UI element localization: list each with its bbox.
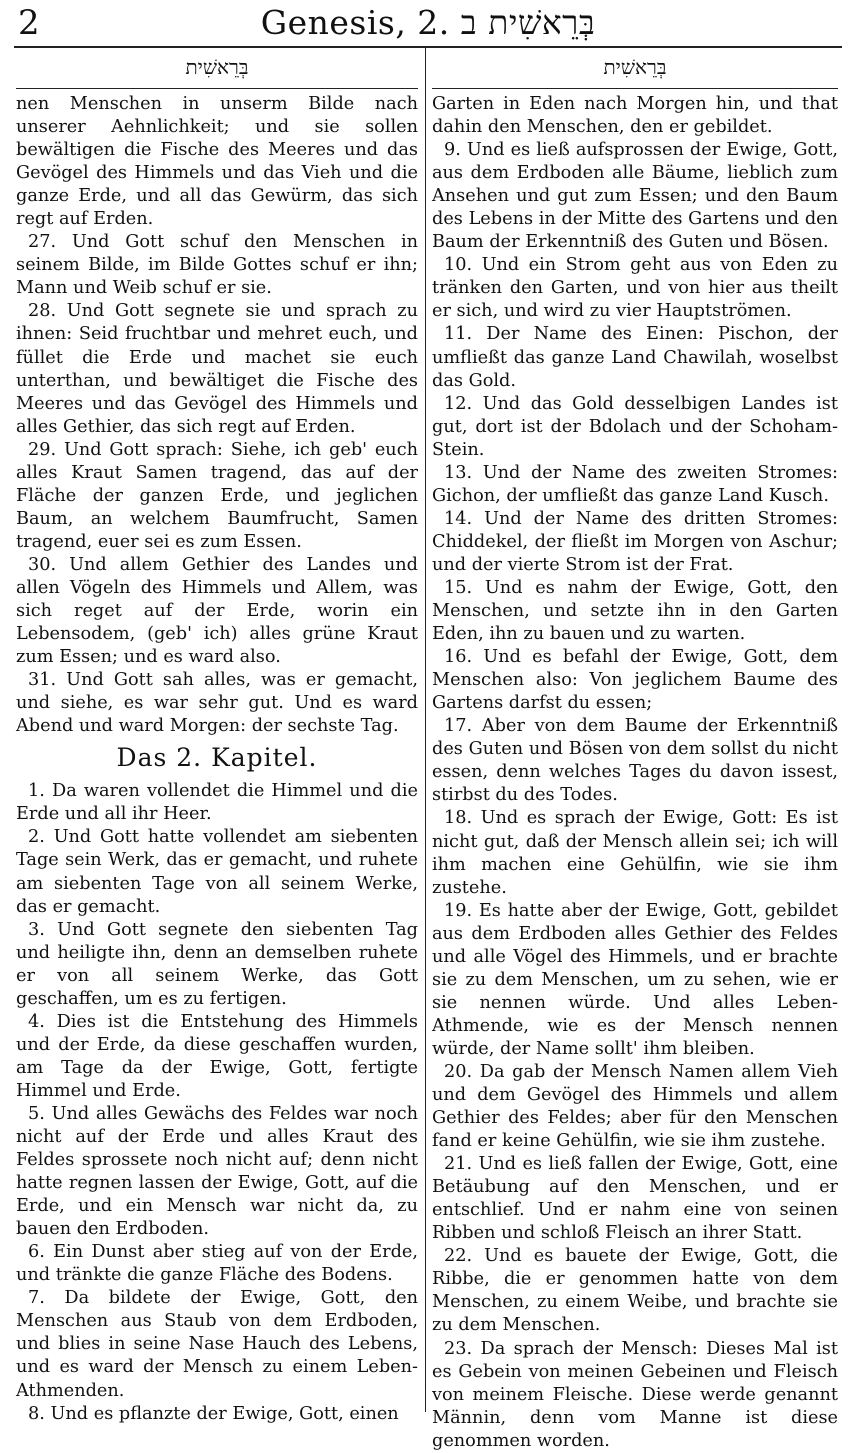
right-column-text — [432, 89, 838, 1453]
page-header — [14, 0, 842, 48]
verse-1-29: 29. Und Gott sprach: Siehe, ich geb' euch alles Kraut Samen tragend, das auf der Fläche der ganzen Erde, und jeglichen Baum, an welchem Baumfrucht, Samen tragend, euer sei es zum Essen. — [16, 439, 418, 552]
verse-2-15: 15. Und es nahm der Ewige, Gott, den Menschen, und setzte ihn in den Garten Eden, ihn zu bauen und zu warten. — [432, 577, 838, 645]
left-column-heading: בְּרֵאשִׁית — [16, 46, 418, 89]
verse-2-9: 9. Und es ließ aufsprossen der Ewige, Gott, aus dem Erdboden alle Bäume, lieblich zum Ansehen und gut zum Essen; und den Baum des Lebens in der Mitte des Gartens und den Baum der Erkenntniß des Guten und Bösen. — [432, 140, 838, 253]
verse-2-3: 3. Und Gott segnete den siebenten Tag und heiligte ihn, denn an demselben ruhete er von all seinem Werke, das Gott geschaffen, um es zu fertigen. — [16, 919, 418, 1009]
right-column-heading: בְּרֵאשִׁית — [432, 46, 838, 89]
verse-2-20: 20. Da gab der Mensch Namen allem Vieh und dem Gevögel des Himmels und allem Gethier des Feldes; aber für den Menschen fand er keine Gehülfin, wie sie ihm zustehe. — [432, 1061, 838, 1152]
column-divider — [425, 46, 426, 1412]
verse-2-16: 16. Und es befahl der Ewige, Gott, dem Menschen also: Von jeglichem Baume des Gartens darfst du essen; — [432, 647, 838, 714]
verse-2-10: 10. Und ein Strom geht aus von Eden zu tränken den Garten, und von hier aus theilt er sich, und wird zu vier Hauptströmen. — [432, 255, 838, 322]
verse-2-11: 11. Der Name des Einen: Pischon, der umfließt das ganze Land Chawilah, woselbst das Gold. — [432, 324, 838, 391]
verse-2-22: 22. Und es bauete der Ewige, Gott, die Ribbe, die er genommen hatte von dem Menschen, zu einem Weibe, und brachte sie zu dem Menschen. — [432, 1246, 838, 1336]
verse-2-8: 8. Und es pflanzte der Ewige, Gott, einen — [28, 1403, 399, 1424]
verse-2-18: 18. Und es sprach der Ewige, Gott: Es ist nicht gut, daß der Mensch allein sei; ich will ihm machen eine Gehülfin, wie sie ihm zustehe. — [432, 808, 838, 898]
verse-2-17: 17. Aber von dem Baume der Erkenntniß des Guten und Bösen von dem sollst du nicht essen, denn welches Tages du davon issest, stirbst du des Todes. — [432, 716, 838, 806]
verse-2-2: 2. Und Gott hatte vollendet am siebenten Tage sein Werk, das er gemacht, und ruhete am siebenten Tage von all seinem Werke, das er gemacht. — [16, 827, 418, 917]
verse-2-12: 12. Und das Gold desselbigen Landes ist gut, dort ist der Bdolach und der Schoham-Stein. — [432, 393, 838, 460]
verse-2-13: 13. Und der Name des zweiten Stromes: Gichon, der umfließt das ganze Land Kusch. — [432, 462, 838, 506]
running-title: Genesis, 2. בְּרֵאשִׁית ב — [260, 3, 596, 42]
verse-2-19: 19. Es hatte aber der Ewige, Gott, gebildet aus dem Erdboden alles Gethier des Feldes und alle Vögel des Himmels, und er brachte sie zu dem Menschen, um zu sehen, wie er sie nennen würde. Und alles Leben-Athmende, wie es der Mensch nennen würde, der Name sollt' ihm bleiben. — [432, 900, 838, 1059]
verse-1-30: 30. Und allem Gethier des Landes und allen Vögeln des Himmels und Allem, was sich reget auf der Erde, worin ein Lebensodem, (geb' ich) alles grüne Kraut zum Essen; und es ward also. — [16, 554, 418, 668]
verse-1-28: 28. Und Gott segnete sie und sprach zu ihnen: Seid fruchtbar und mehret euch, und füllet die Erde und machet sie euch unterthan, und bewältiget die Fische des Meeres und das Gevögel des Himmels und alles Gethier, das sich regt auf Erden. — [16, 301, 418, 437]
verse-2-6: 6. Ein Dunst aber stieg auf von der Erde, und tränkte die ganze Fläche des Bodens. — [16, 1242, 418, 1286]
right-column — [432, 46, 838, 1451]
verse-2-21: 21. Und es ließ fallen der Ewige, Gott, eine Betäubung auf den Menschen, und er entschlief. Und er nahm eine von seinen Ribben und schloß Fleisch an ihrer Statt. — [432, 1154, 838, 1244]
verse-26-continuation: nen Menschen in unserm Bilde nach unserer Aehnlichkeit; und sie sollen bewältigen die Fische des Meeres und das Gevögel des Himmels und das Vieh und die ganze Erde, und all das Gewürm, das sich regt auf Erden. — [16, 94, 418, 230]
left-column — [16, 46, 418, 1424]
verse-2-1: 1. Da waren vollendet die Himmel und die Erde und all ihr Heer. — [16, 781, 418, 825]
verse-2-8-continuation: Garten in Eden nach Morgen hin, und that dahin den Menschen, den er gebildet. — [432, 94, 838, 138]
left-column-text — [16, 89, 418, 1426]
page-number: 2 — [18, 3, 40, 43]
verse-2-5: 5. Und alles Gewächs des Feldes war noch nicht auf der Erde und alles Kraut des Feldes sprossete noch nicht auf; denn nicht hatte regnen lassen der Ewige, Gott, auf die Erde, und ein Mensch war nicht da, zu bauen den Erdboden. — [16, 1103, 418, 1240]
verse-1-27: 27. Und Gott schuf den Menschen in seinem Bilde, im Bilde Gottes schuf er ihn; Mann und Weib schuf er sie. — [16, 232, 418, 299]
verse-2-23: 23. Da sprach der Mensch: Dieses Mal ist es Gebein von meinen Gebeinen und Fleisch von meinem Fleische. Diese werde genannt Männin, denn vom Manne ist diese genommen worden. — [432, 1338, 838, 1451]
verse-1-31: 31. Und Gott sah alles, was er gemacht, und siehe, es war sehr gut. Und es ward Abend und ward Morgen: der sechste Tag. — [16, 670, 418, 737]
verse-2-14: 14. Und der Name des dritten Stromes: Chiddekel, der fließt im Morgen von Aschur; und der vierte Strom ist der Frat. — [432, 508, 838, 575]
chapter-title: Das 2. Kapitel. — [116, 743, 318, 773]
verse-2-4: 4. Dies ist die Entstehung des Himmels und der Erde, da diese geschaffen wurden, am Tage da der Ewige, Gott, fertigte Himmel und Erde. — [16, 1011, 418, 1101]
verse-2-7: 7. Da bildete der Ewige, Gott, den Menschen aus Staub von dem Erdboden, und blies in seine Nase Hauch des Lebens, und es ward der Mensch zu einem Leben-Athmenden. — [16, 1288, 418, 1401]
